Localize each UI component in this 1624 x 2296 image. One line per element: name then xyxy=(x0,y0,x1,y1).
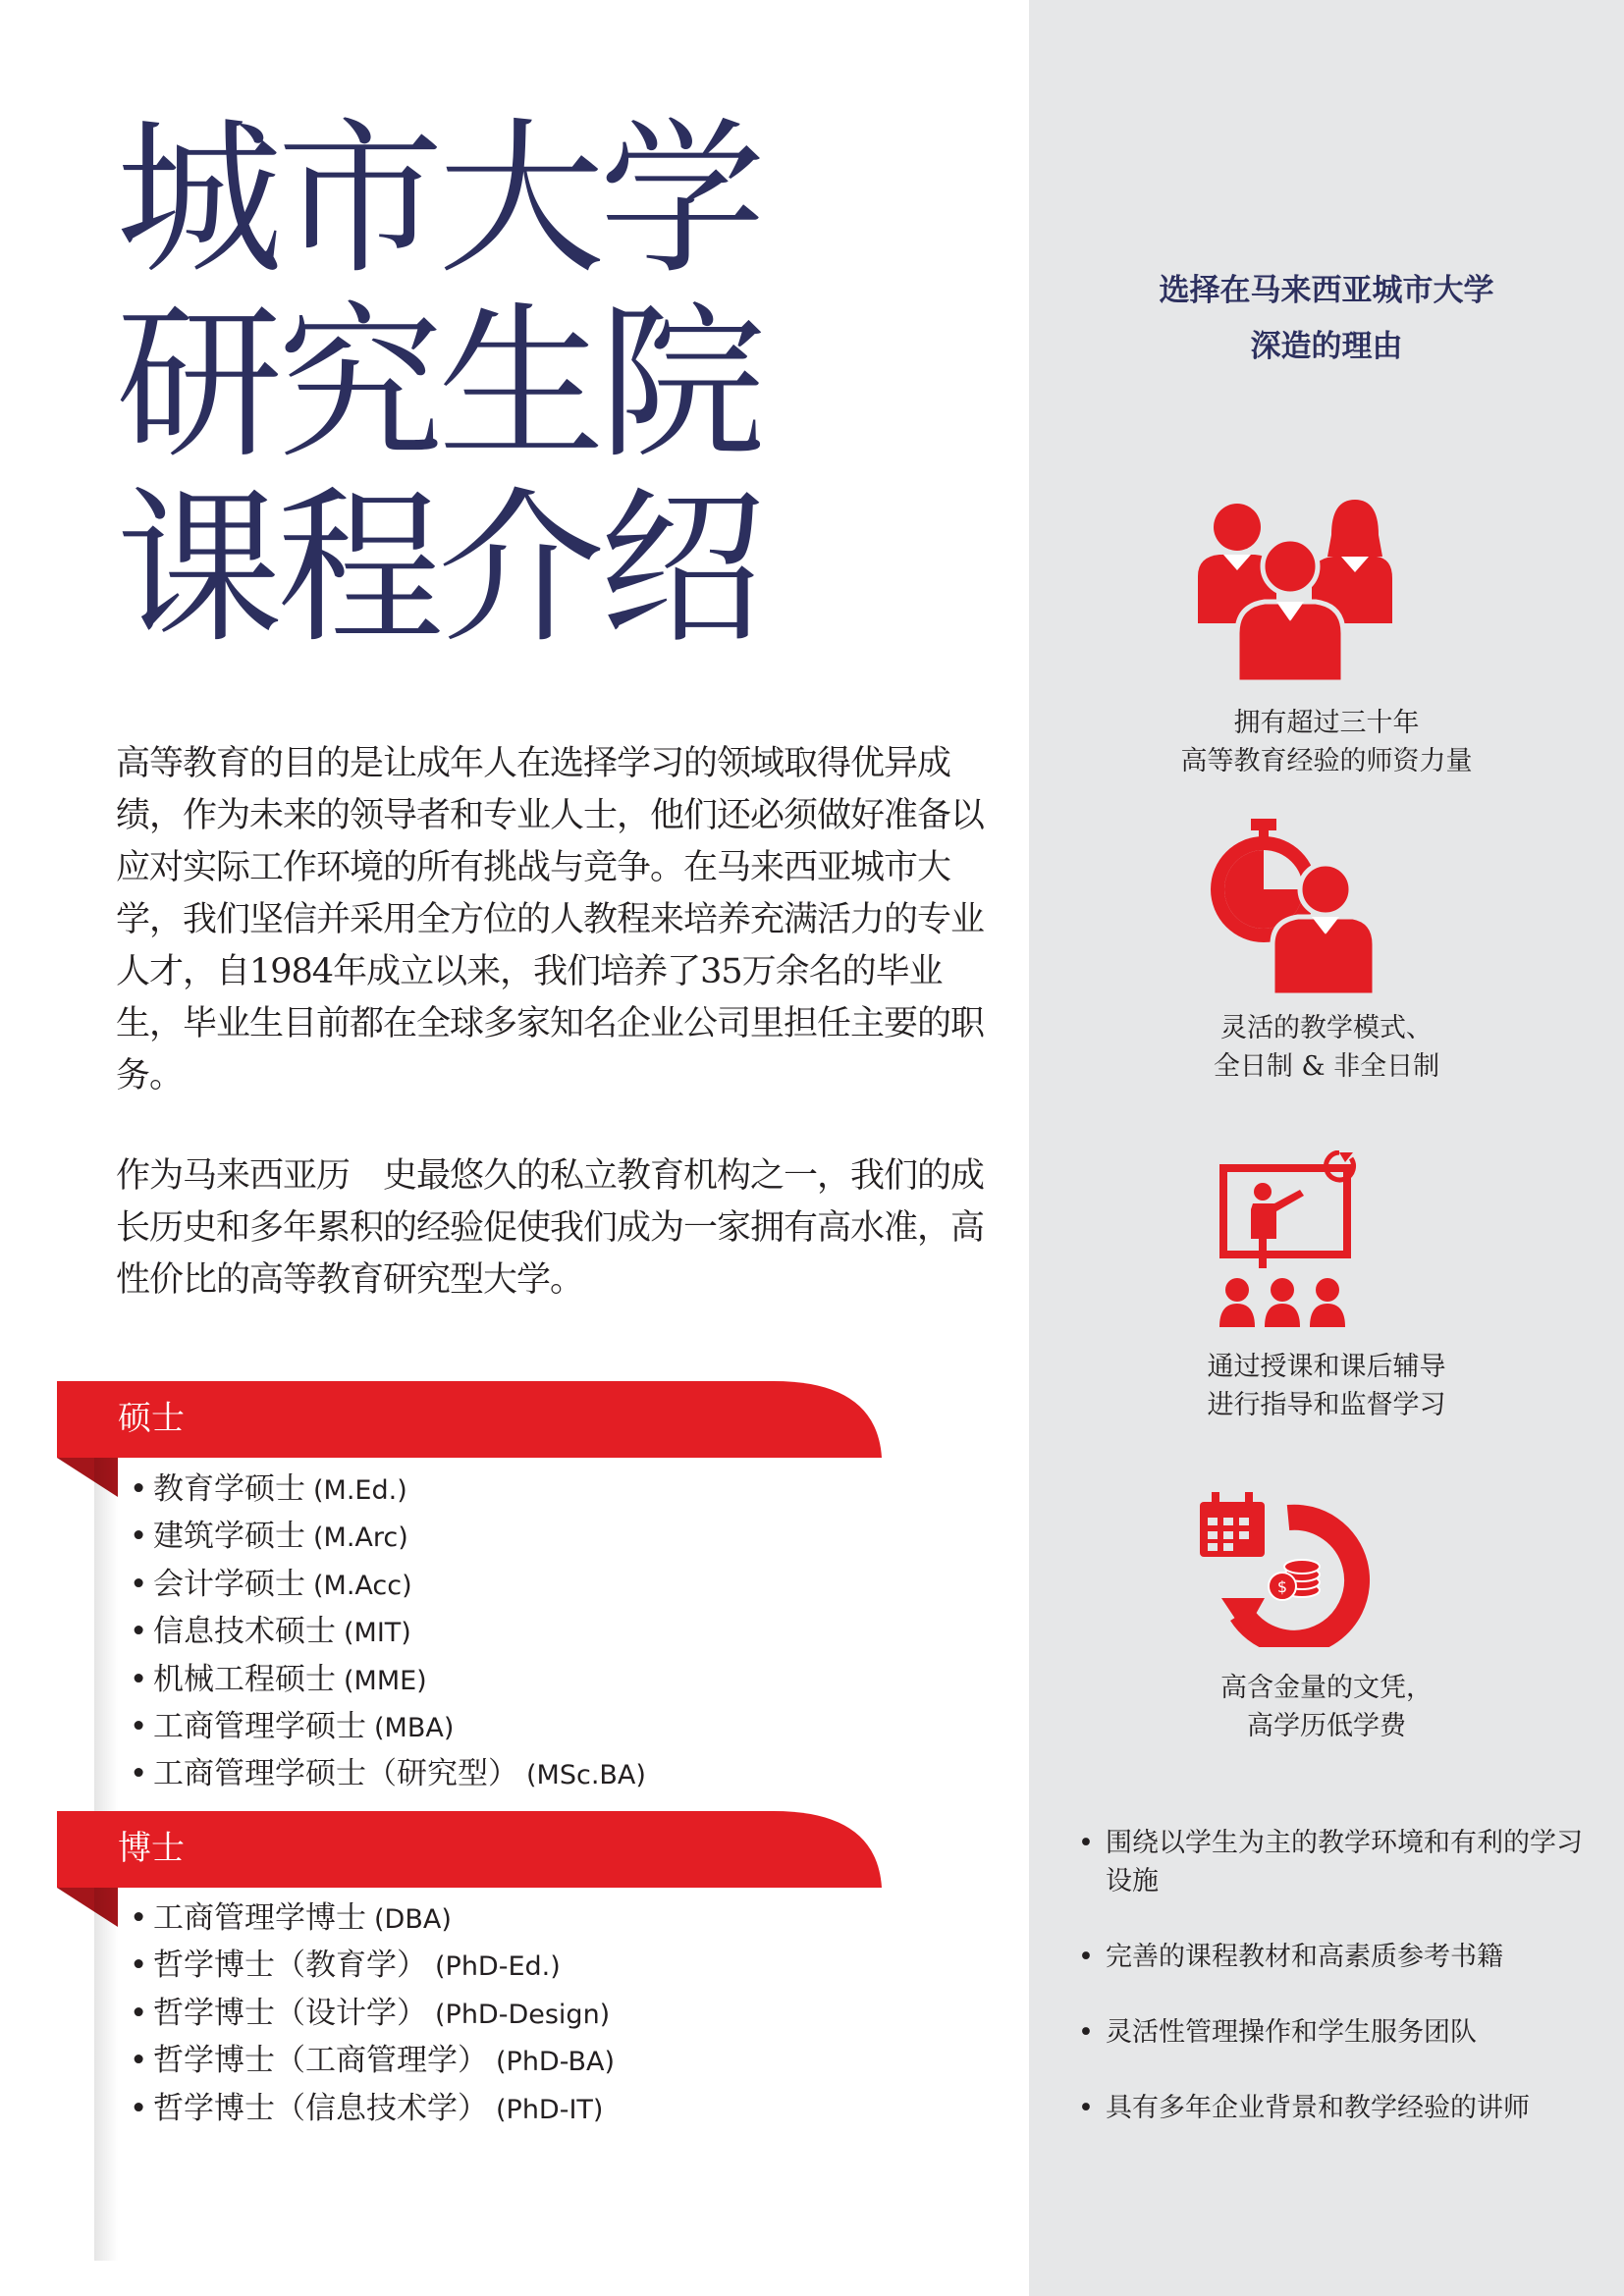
list-item: • 机械工程硕士 (MME) xyxy=(130,1661,427,1697)
list-item: • 会计学硕士 (M.Acc) xyxy=(130,1566,412,1602)
masters-shadow xyxy=(94,1458,118,1811)
calendar-coins-icon xyxy=(1194,1488,1390,1647)
sidebar-heading xyxy=(1029,263,1624,375)
list-item: • 哲学博士（信息技术学） (PhD-IT) xyxy=(130,2090,604,2126)
doctorate-program-list xyxy=(130,1896,615,2133)
list-item: • 哲学博士（工商管理学） (PhD-BA) xyxy=(130,2043,616,2079)
list-item: • 哲学博士（设计学） (PhD-Design) xyxy=(130,1995,611,2031)
list-item: • 工商管理学博士 (DBA) xyxy=(130,1900,452,1936)
feature-caption-tutoring: 通过授课和课后辅导 进行指导和监督学习 xyxy=(1207,1352,1446,1420)
intro-paragraph-2: 作为马来西亚历 史最悠久的私立教育机构之一，我们的成长历史和多年累积的经验促使我们成为一家拥有高水准，高性价比的高等教育研究型大学。 xyxy=(116,1156,985,1300)
feature-caption-tuition: 高含金量的文凭， 高学历低学费 xyxy=(1220,1673,1433,1741)
title-line-2: 研究生院 xyxy=(116,288,761,482)
doctorate-shadow xyxy=(94,1888,118,2261)
list-item: • 哲学博士（教育学） (PhD-Ed.) xyxy=(130,1948,561,1984)
title-line-3: 课程介绍 xyxy=(116,472,761,667)
sidebar-heading-line-1: 选择在马来西亚城市大学 xyxy=(1159,273,1494,308)
sidebar-heading-line-2: 深造的理由 xyxy=(1250,329,1403,364)
masters-banner xyxy=(57,1381,882,1458)
page-title xyxy=(116,103,1000,667)
list-item: • 具有多年企业背景和教学经验的讲师 xyxy=(1078,2089,1608,2127)
feature-caption-faculty: 拥有超过三十年 高等教育经验的师资力量 xyxy=(1180,708,1473,776)
stopwatch-person-icon xyxy=(1210,819,1377,995)
sidebar-bullet-list xyxy=(1078,1824,1608,2164)
intro-paragraph-1: 高等教育的目的是让成年人在选择学习的领域取得优异成绩，作为未来的领导者和专业人士，他们还必须做好准备以应对实际工作环境的所有挑战与竞争。在马来西亚城市大学，我们坚信并采用全方位的人教程来培养充满活力的专业人才，自1984年成立以来，我们培养了35万余名的毕业生，毕业生目前都在全球多家知名企业公司里担任主要的职务。 xyxy=(116,744,985,1095)
list-item: • 工商管理学硕士（研究型） (MSc.BA) xyxy=(130,1756,646,1792)
people-group-icon xyxy=(1190,496,1396,682)
list-item: • 教育学硕士 (M.Ed.) xyxy=(130,1471,407,1507)
doctorate-label: 博士 xyxy=(118,1829,185,1868)
list-item: • 围绕以学生为主的教学环境和有利的学习设施 xyxy=(1078,1824,1608,1900)
list-item: • 建筑学硕士 (M.Arc) xyxy=(130,1519,408,1555)
list-item: • 灵活性管理操作和学生服务团队 xyxy=(1078,2013,1608,2052)
masters-label: 硕士 xyxy=(118,1399,185,1438)
svg-text:$: $ xyxy=(1276,1577,1288,1596)
feature-caption-flexible: 灵活的教学模式、 全日制 & 非全日制 xyxy=(1213,1013,1440,1082)
doctorate-banner xyxy=(57,1811,882,1888)
list-item: • 完善的课程教材和高素质参考书籍 xyxy=(1078,1938,1608,1976)
title-line-1: 城市大学 xyxy=(116,103,761,297)
list-item: • 信息技术硕士 (MIT) xyxy=(130,1614,411,1650)
presentation-icon xyxy=(1216,1150,1382,1329)
list-item: • 工商管理学硕士 (MBA) xyxy=(130,1709,455,1745)
masters-program-list xyxy=(130,1467,646,1799)
